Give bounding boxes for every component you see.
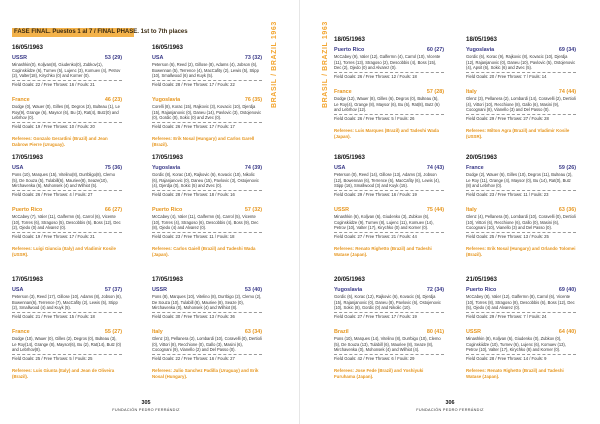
away-team-score: 46 (23) bbox=[104, 97, 122, 103]
referees: Referees: Jose Fede (Brazil) and Yoshiyuki Furuhama (Japan). bbox=[334, 368, 424, 379]
home-stats: Field Goals: 23 / Free Throws: 11 / Fouls: 23 bbox=[466, 192, 549, 197]
publisher-right: FUNDACIÓN PEDRO FERRÁNDIZ bbox=[416, 408, 484, 412]
away-stats: Field Goals: 28 / Free Throws: 14 / Fouls: 9 bbox=[466, 356, 547, 361]
home-players: Gordic (8), Korac (18), Rajkovic (6), Kovacic (10), Nikolic (6), Rajanjanovic (0), Daneu (15), Pavlovic (3), Ostojenovic (4), Djerdja (0), Sokic (5) and Zvec (0). bbox=[152, 172, 259, 189]
home-team-score: 53 (29) bbox=[104, 55, 122, 61]
home-stats: Field Goals: 20 / Free Throws: 7 / Fouls: 14 bbox=[466, 74, 547, 79]
away-team-name: France bbox=[12, 97, 30, 103]
away-team-score: 63 (36) bbox=[558, 207, 576, 213]
referees: Referees: Carlos Gaiell (Brazil) and Tadeshi Wada (Japan). bbox=[152, 246, 256, 257]
game-date: 18/05/1963 bbox=[334, 36, 365, 43]
home-team-score: 74 (43) bbox=[426, 165, 444, 171]
away-team-row bbox=[152, 328, 262, 336]
home-stats: Field Goals: 28 / Free Throws: 18 / Fouls: 16 bbox=[152, 192, 235, 197]
game-block bbox=[152, 154, 262, 274]
away-team-score: 55 (27) bbox=[104, 329, 122, 335]
away-stats: Field Goals: 29 / Free Throws: 27 / Fouls: 28 bbox=[466, 116, 549, 121]
side-label-left: BRASIL / BRAZIL 1963 bbox=[271, 21, 278, 108]
game-block bbox=[12, 44, 122, 164]
away-players: Minashkin (6), Koljvan (6), Giudenko (3), Zubkov (6), Coginskiidze (9), Turnev (8), Lujenc (11), Komuev (14), Petrov (10), Valter (17), Kirychko (0) and Korner (0). bbox=[334, 214, 434, 231]
game-date: 16/05/1963 bbox=[12, 44, 43, 51]
game-block bbox=[12, 154, 122, 274]
away-team-score: 76 (35) bbox=[244, 97, 262, 103]
referees: Referees: Renato Righetto (Brazil) and Tadeshi Watase (Japan). bbox=[466, 368, 564, 379]
referees: Referees: Luis Giunta (Italy) and Jean de Oliveira (Brazil). bbox=[12, 368, 115, 379]
home-players: Peterson (6), Reed (2), Gillose (8), Adams (4), Jobson (6), Bowennan (5), Terrence (4), MacCafity (2), Lewis (5), Stipp (10), Smallwood (6) and Kuyk (5). bbox=[152, 62, 259, 79]
game-block bbox=[334, 276, 444, 396]
side-label-right: BRASIL / BRAZIL 1963 bbox=[322, 21, 329, 108]
home-stats: Field Goals: 26 / Free Throws: 12 / Fouls: 18 bbox=[334, 74, 417, 79]
home-team-name: USA bbox=[152, 55, 164, 61]
home-players: Dodge (2), Wauer (6), Gilles (10), Degros (11), Bulteau (2), Le Roy (11), Grange (4), Maysor (0), Bu (14), Rat(0), Butz (8) and Lebrhov (0). bbox=[466, 172, 573, 189]
away-stats: Field Goals: 26 / Free Throws: 17 / Fouls: 17 bbox=[152, 124, 235, 129]
home-team-score: 57 (37) bbox=[104, 287, 122, 293]
away-team-row bbox=[152, 206, 262, 214]
home-stats: Field Goals: 28 / Free Throws: 17 / Fouls: 22 bbox=[152, 82, 235, 87]
home-stats: Field Goals: 29 / Free Throws: 16 / Fouls: 19 bbox=[334, 192, 417, 197]
game-date: 17/05/1963 bbox=[152, 276, 183, 283]
home-stats: Field Goals: 27 / Free Throws: 17 / Fouls: 19 bbox=[334, 314, 417, 319]
away-team-row bbox=[334, 328, 444, 336]
away-stats: Field Goals: 19 / Free Throws: 10 / Fouls: 20 bbox=[12, 124, 95, 129]
home-team-row bbox=[334, 164, 444, 172]
away-stats: Field Goals: 22 / Free Throws: 16 / Fouls: 27 bbox=[152, 356, 235, 361]
game-block bbox=[466, 154, 576, 274]
home-players: Peterson (0), Reed (14), Gillose (13), Adams (3), Jobson (12), Bowennan (6), Terrence (6), MacCafity (6), Lewis (4), Stipp (16), Smallwood (3) and Kuyk (15). bbox=[334, 172, 440, 189]
game-block bbox=[466, 36, 576, 156]
referees: Referees: Renato Righetto (Brazil) and Tadeshi Watase (Japan). bbox=[334, 246, 432, 257]
home-team-name: USA bbox=[12, 165, 24, 171]
game-block bbox=[152, 276, 262, 396]
away-team-name: France bbox=[12, 329, 30, 335]
away-team-row bbox=[466, 206, 576, 214]
home-team-score: 72 (34) bbox=[426, 287, 444, 293]
away-players: Pons (10), Marques (14), Vitelino (8), Durrbigo (10), Clemo (5), De Souza (13), Tulabill (6), Mauriee (8), Seaze (8), Mirchavenka (0), Mohonsek (4) and Wilhiot (4). bbox=[334, 336, 441, 353]
home-team-name: USSR bbox=[152, 287, 167, 293]
home-team-name: USA bbox=[12, 287, 24, 293]
home-players: Peterson (3), Reed (17), Gillose (10), Adams (8), Jobson (6), Bowennan(6), Terrence (7), MacCafity (2), Lewis (5), Stipp (2), Smallwood (4) and Kuyk (5). bbox=[12, 294, 122, 311]
home-team-row bbox=[152, 164, 262, 172]
away-team-row bbox=[152, 96, 262, 104]
phase-header: FASE FINAL. Puestos 1 al 7 / FINAL PHASE. 1st to 7th places bbox=[14, 29, 188, 35]
home-team-score: 53 (40) bbox=[244, 287, 262, 293]
away-team-score: 63 (34) bbox=[244, 329, 262, 335]
away-team-row bbox=[334, 88, 444, 96]
referees: Referees: Luis Marques (Brazil) and Tadeshi Wada (Japan). bbox=[334, 128, 439, 139]
away-team-name: USSR bbox=[466, 329, 481, 335]
home-players: Minashkin(0), Koljvan(8), Giudenko(0), Zubkov(1), Coginskiidze (6), Turnev (5), Lujenc (3), Komuev (4), Petrov (2), Valter(18), Kirychko (0) and Korner (0). bbox=[12, 62, 121, 79]
away-players: Dodge (0), Wauer (0), Gilles (8), Degros (3), Bulteau (1), Le Roy(9), Grange (6), Maysor (6), Bu (3), Rat(4), Butz(0) and Lebrhov (0). bbox=[12, 104, 120, 121]
home-team-name: Yugoslavia bbox=[334, 287, 363, 293]
home-stats: Field Goals: 26 / Free Throws: 4 / Fouls: 27 bbox=[12, 192, 93, 197]
home-team-score: 69 (40) bbox=[558, 287, 576, 293]
home-team-row bbox=[334, 46, 444, 54]
game-date: 18/05/1963 bbox=[334, 154, 365, 161]
home-team-row bbox=[12, 286, 122, 294]
game-date: 17/05/1963 bbox=[152, 154, 183, 161]
home-team-row bbox=[152, 54, 262, 62]
home-team-score: 60 (27) bbox=[426, 47, 444, 53]
away-team-name: Italy bbox=[466, 207, 477, 213]
game-block bbox=[334, 154, 444, 274]
game-date: 16/05/1963 bbox=[152, 44, 183, 51]
home-team-row bbox=[152, 286, 262, 294]
home-team-score: 69 (34) bbox=[558, 47, 576, 53]
home-team-name: France bbox=[466, 165, 484, 171]
away-players: Dodge (12), Wauer (8), Gilles (6), Degros (0), Bulteau (5), Le Roy(4), Grange (8), Maysor (6), Bu (6), Rat(8), Butz (6) and Lebrhov (12). bbox=[334, 96, 440, 113]
home-players: Pons (10), Marques (15), Vitelino(8), Durrbligo(8), Clemo (5), De Souza (5), Tulabill(6), Mauriee(8), Seaze(10), Mirchavenka (6), Mohonsek (4) and Wilhiot (5). bbox=[12, 172, 115, 189]
home-team-name: Yugoslavia bbox=[466, 47, 495, 53]
referees: Referees: Gonzalo Gerardini (Brazil) and Jean Dabrow Pierre (Uruguay). bbox=[12, 136, 108, 147]
away-stats: Field Goals: 26 / Free Throws: 5 / Fouls: 26 bbox=[334, 116, 415, 121]
home-team-row bbox=[466, 164, 576, 172]
game-block bbox=[12, 276, 122, 396]
away-team-score: 64 (40) bbox=[558, 329, 576, 335]
referees: Referees: Milton Agra (Brazil) and Vladimir Kosile (USSR). bbox=[466, 128, 570, 139]
away-stats: Field Goals: 25 / Free Throws: 13 / Fouls: 25 bbox=[466, 234, 549, 239]
home-team-score: 75 (36) bbox=[104, 165, 122, 171]
home-team-name: USA bbox=[334, 165, 346, 171]
home-players: McCabey (8), Valer (12), Galfermn (8), Carrol (6), Vicente (10), Torres (8), Stragoso (8), Descobbis (6), Boss (12), Dec (5), Ojedo (4) and Alvarez (0). bbox=[466, 294, 575, 311]
away-team-name: Puerto Rico bbox=[152, 207, 183, 213]
game-block bbox=[466, 276, 576, 396]
away-players: Glenz (3), Pellanera (2), Lombardi (10), Coravelli (0), Dertioli (0), Vittori (8), Recchione (0), Gallo (3), Masini (6), Cocognani (9), Vianello (2) and Del Passo (0). bbox=[152, 336, 262, 353]
home-team-row bbox=[466, 286, 576, 294]
home-stats: Field Goals: 29 / Free Throws: 7 / Fouls: 24 bbox=[466, 314, 547, 319]
home-team-row bbox=[12, 164, 122, 172]
game-date: 20/05/1963 bbox=[466, 154, 497, 161]
publisher-left: FUNDACIÓN PEDRO FERRÁNDIZ bbox=[112, 408, 180, 412]
home-team-name: Puerto Rico bbox=[334, 47, 365, 53]
referees: Referees: Julio Sanchez Padilla (Uruguay) and Erik Nosal (Hungary). bbox=[152, 368, 259, 379]
away-team-name: USSR bbox=[334, 207, 349, 213]
away-stats: Field Goals: 27 / Free Throws: 21 / Fouls: 44 bbox=[334, 234, 417, 239]
game-date: 21/05/1963 bbox=[466, 276, 497, 283]
away-stats: Field Goals: 19 / Free Throws: 17 / Fouls: 21 bbox=[12, 234, 95, 239]
away-team-row bbox=[466, 88, 576, 96]
away-players: Dodge (10), Wauer (0), Gilles (2), Degros (0), Bulteau (3), Le Roy(14), Grange (8), Maysor(6), Bu (2), Rat(14), Butz (0) and Lebrhov(8). bbox=[12, 336, 121, 353]
referees: Referees: Erik Nosal (Hungary) and Carlos Garell (Brazil). bbox=[152, 136, 255, 147]
game-date: 17/05/1963 bbox=[12, 154, 43, 161]
away-team-row bbox=[12, 206, 122, 214]
away-players: Glenz (3), Pellanera (2), Lombardi (14), Coravelli (2), Dertioli (4), Vittori (10), Recchione (8), Gallo (6), Masini (9), Cocognani (8), Vianello (3) and Del Passo (0). bbox=[466, 96, 576, 113]
home-team-name: Puerto Rico bbox=[466, 287, 497, 293]
away-team-row bbox=[334, 206, 444, 214]
away-team-score: 80 (41) bbox=[426, 329, 444, 335]
referees: Referees: Erik Nosal (Hungary) and Orlando Tolomei (Brazil). bbox=[466, 246, 576, 257]
home-team-name: USSR bbox=[12, 55, 27, 61]
away-players: Minashkin (8), Koljvan (6), Giudenko (0), Zubkov (0), Coginskiidze (10), Turnev (6), Lujenc (6), Komuev (13), Petrov (10), Valter (17), Kirychko (8) and Korner (0). bbox=[466, 336, 566, 353]
home-players: Gordic (6), Korac (9), Rajkovic (8), Kovacic (10), Djerdja (12), Rajanjanovic (0), Daneu (10), Pavlovic (5), Ostojenovic (4), Apsit (6), Sokic (6) and Zvec (5). bbox=[466, 54, 576, 71]
right-page bbox=[300, 0, 600, 424]
away-team-row bbox=[466, 328, 576, 336]
away-stats: Field Goals: 25 / Free Throws: 5 / Fouls: 25 bbox=[12, 356, 93, 361]
away-players: McCabey (7), Valer (11), Galfermn (6), Carrol (6), Vicente (10), Torres (6), Stragoso (5), Descobbis (6), Boss (12), Dec (2), Ojedo (0) and Alvarez (0). bbox=[12, 214, 121, 231]
home-team-score: 74 (39) bbox=[244, 165, 262, 171]
home-stats: Field Goals: 22 / Free Throws: 16 / Fouls: 21 bbox=[12, 82, 95, 87]
home-stats: Field Goals: 21 / Free Throws: 15 / Fouls: 18 bbox=[12, 314, 95, 319]
away-team-name: Brazil bbox=[334, 329, 349, 335]
away-team-name: France bbox=[334, 89, 352, 95]
home-team-row bbox=[334, 286, 444, 294]
page-number-left: 305 bbox=[141, 400, 151, 406]
away-team-name: Italy bbox=[152, 329, 163, 335]
away-stats: Field Goals: 42 / Free Throws: 6 / Fouls: 29 bbox=[334, 356, 415, 361]
home-players: Pons (8), Marques (10), Vitelino (8), Durrbigo (2), Clemo (2), De Souza (10), Tulabill (8), Mauriee (8), Seaze (0), Mirchavenka (0), Mohonsek (4) and Wilhiot (8). bbox=[152, 294, 262, 311]
away-team-score: 57 (28) bbox=[426, 89, 444, 95]
referees: Referees: Luigi Giuncia (Italy) and Vladimir Kosile (USSR). bbox=[12, 246, 116, 257]
home-players: Gordic (6), Korac (12), Rajkovic (6), Kovacic (6), Djerdja (15), Rajanjanovic (0), Daneu (8), Pavlovic (6), Ostojenovic (10), Sokic (8), Gordic (0) and Nikolic (10). bbox=[334, 294, 441, 311]
game-block bbox=[334, 36, 444, 156]
home-team-name: Yugoslavia bbox=[152, 165, 181, 171]
away-players: McCabey (4), Valer (11), Galfermn (6), Carrol (5), Vicente (10), Torres (4), Stragoso (6), Descobbis (4), Boss (9), Dec (8), Ojedo (4) and Alvarez (0). bbox=[152, 214, 259, 231]
away-team-name: Puerto Rico bbox=[12, 207, 43, 213]
away-team-name: Yugoslavia bbox=[152, 97, 181, 103]
away-team-score: 74 (44) bbox=[558, 89, 576, 95]
away-team-row bbox=[12, 328, 122, 336]
home-team-score: 73 (32) bbox=[244, 55, 262, 61]
game-date: 18/05/1963 bbox=[466, 36, 497, 43]
away-team-score: 75 (44) bbox=[426, 207, 444, 213]
game-block bbox=[152, 44, 262, 164]
away-team-score: 66 (27) bbox=[104, 207, 122, 213]
game-date: 20/05/1963 bbox=[334, 276, 365, 283]
game-date: 17/05/1963 bbox=[12, 276, 43, 283]
home-team-score: 59 (26) bbox=[558, 165, 576, 171]
away-players: Glenz (4), Pellanera (0), Lombardi (10), Coravelli (0), Dertioli (10), Vittori (6), Recchione (6), Gallo (0), Masini (6), Cocognani (10), Vianello (3) and Del Passo (0). bbox=[466, 214, 576, 231]
away-team-row bbox=[12, 96, 122, 104]
home-team-row bbox=[466, 46, 576, 54]
away-team-score: 57 (32) bbox=[244, 207, 262, 213]
away-stats: Field Goals: 23 / Free Throws: 11 / Fouls: 18 bbox=[152, 234, 235, 239]
home-stats: Field Goals: 30 / Free Throws: 13 / Fouls: 36 bbox=[152, 314, 235, 319]
home-team-row bbox=[12, 54, 122, 62]
home-players: McCabey (9), Valer (12), Galfermn (4), Carrol (10), Vicente (11), Torres (13), Stragoso (2), Descobbis (4), Boss (15), Dec (2), Ojedo (0) and Alvarez (0). bbox=[334, 54, 441, 71]
away-players: Corelli (8), Korac (15), Rajkovic (3), Kovacic (10), Djerdja (15), Rajanjanovic (0), Daneu (14), Pavlovic (3), Ostojenovic (0), Gordic (0), Sokic (0) and Zvec (0). bbox=[152, 104, 262, 121]
away-team-name: Italy bbox=[466, 89, 477, 95]
page-number-right: 306 bbox=[445, 400, 455, 406]
